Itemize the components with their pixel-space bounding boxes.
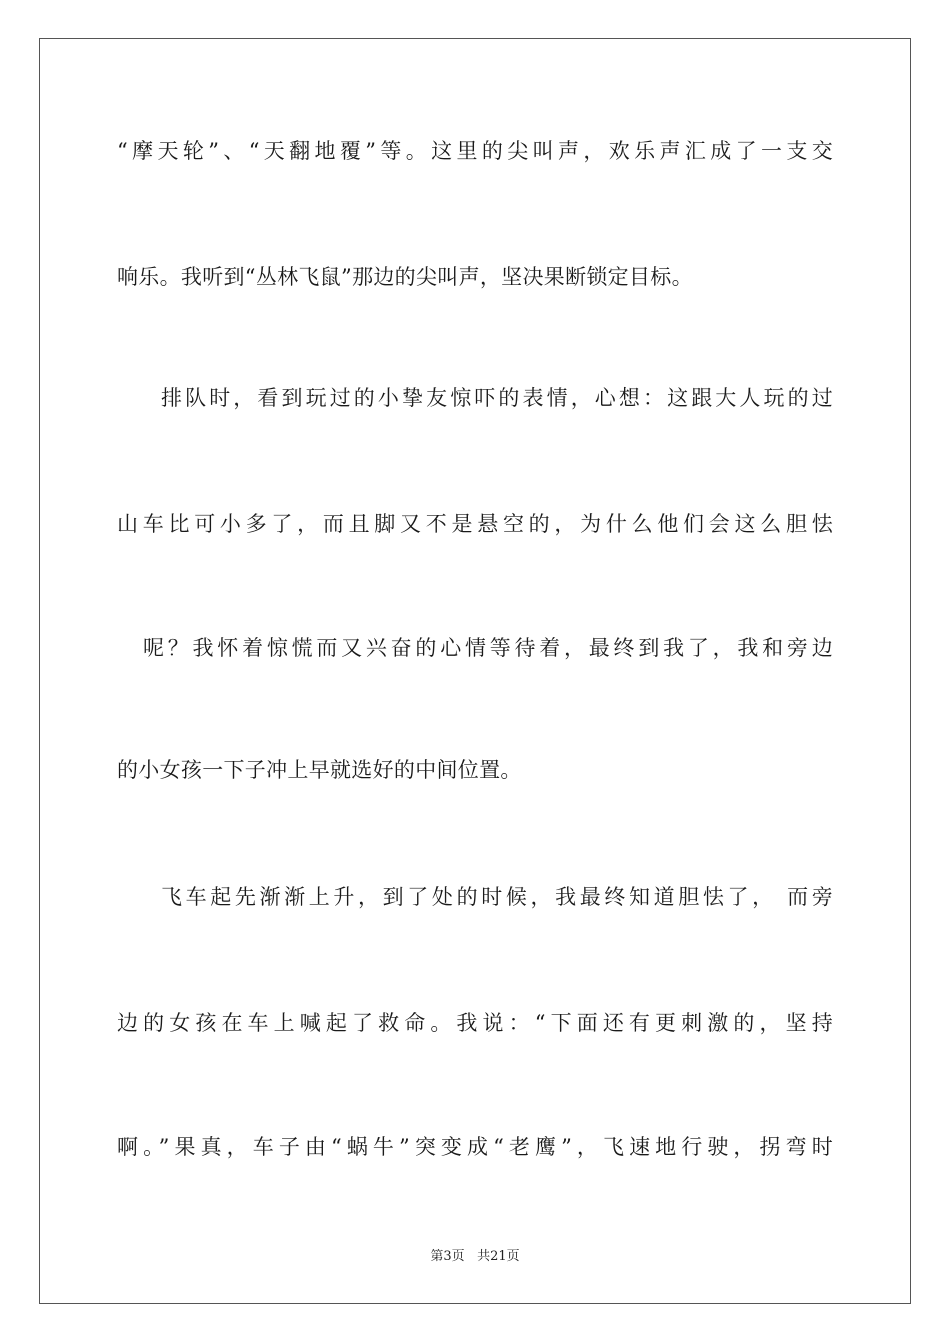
text-line-4: 山车比可小多了，而且脚又不是悬空的，为什么他们会这么胆怯 <box>117 512 833 536</box>
page-footer <box>0 1248 950 1266</box>
text-line-1: “摩天轮”、“天翻地覆”等。这里的尖叫声，欢乐声汇成了一支交 <box>117 139 833 163</box>
text-line-8: 边的女孩在车上喊起了救命。我说：“下面还有更刺激的，坚持 <box>117 1011 833 1035</box>
text-line-7: 飞车起先渐渐上升，到了处的时候，我最终知道胆怯了， 而旁 <box>161 885 833 909</box>
total-pages-label: 共21页 <box>477 1249 520 1264</box>
text-line-9: 啊。”果真，车子由“蜗牛”突变成“老鹰”，飞速地行驶，拐弯时 <box>117 1135 833 1159</box>
page-number-label: 第3页 <box>430 1249 465 1264</box>
text-line-5: 呢？我怀着惊慌而又兴奋的心情等待着，最终到我了，我和旁边 <box>143 636 833 660</box>
text-line-2: 响乐。我听到“丛林飞鼠”那边的尖叫声，坚决果断锁定目标。 <box>117 265 693 289</box>
page-border <box>39 38 911 1304</box>
text-line-6: 的小女孩一下子冲上早就选好的中间位置。 <box>117 758 522 782</box>
text-line-3: 排队时，看到玩过的小挚友惊吓的表情，心想：这跟大人玩的过 <box>161 386 833 410</box>
